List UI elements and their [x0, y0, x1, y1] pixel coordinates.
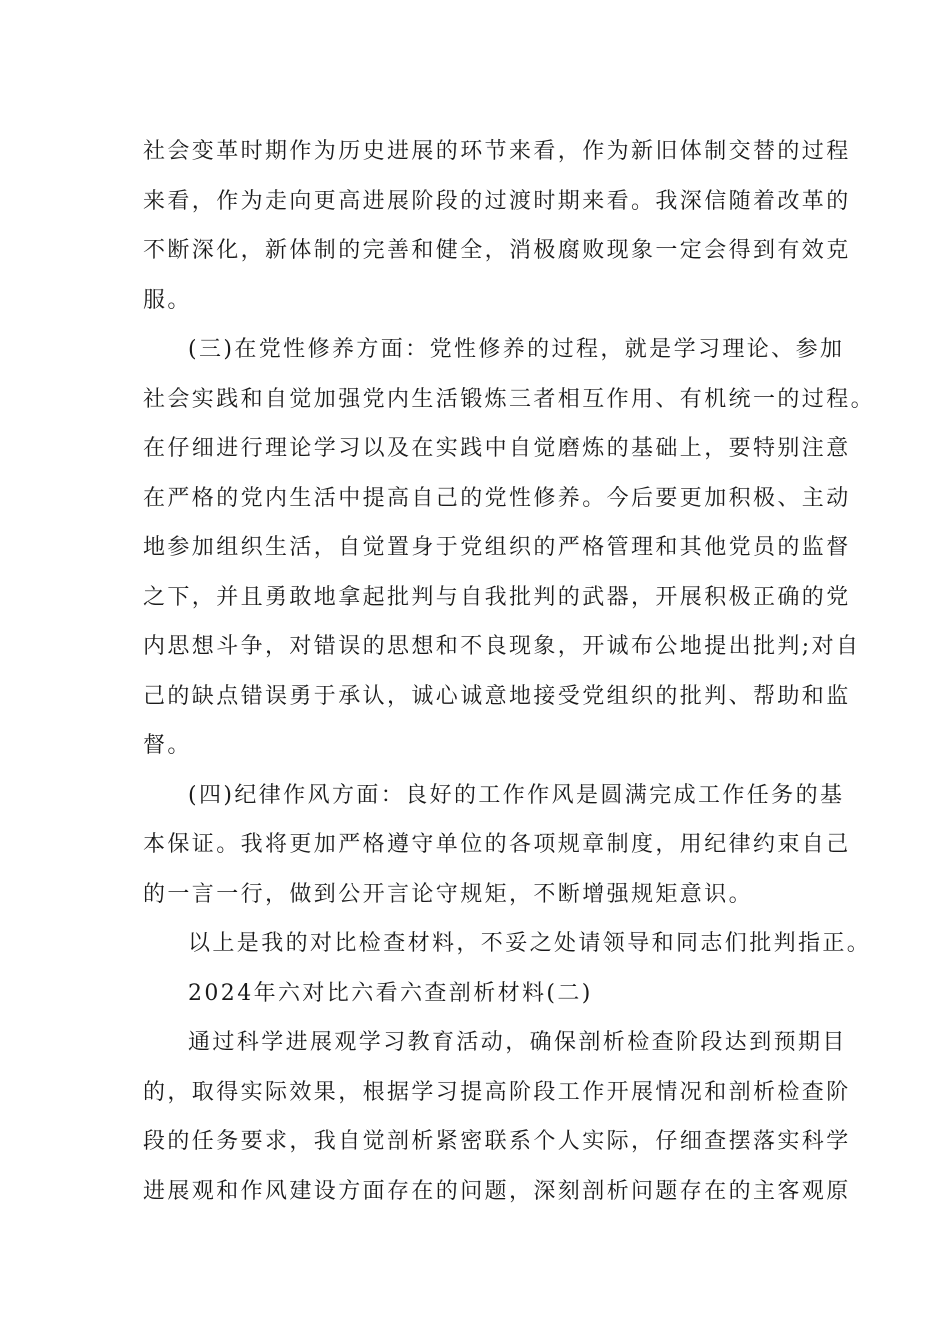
text-line: 己的缺点错误勇于承认，诚心诚意地接受党组织的批判、帮助和监: [143, 683, 851, 709]
text-line: 进展观和作风建设方面存在的问题，深刻剖析问题存在的主客观原: [143, 1178, 851, 1204]
text-line: 社会变革时期作为历史进展的环节来看，作为新旧体制交替的过程: [143, 139, 851, 164]
paragraph-start-line: 以上是我的对比检查材料，不妥之处请领导和同志们批判指正。: [188, 931, 872, 956]
text-line: 不断深化，新体制的完善和健全，消极腐败现象一定会得到有效克: [143, 238, 851, 263]
text-line: 段的任务要求，我自觉剖析紧密联系个人实际，仔细查摆落实科学: [143, 1129, 851, 1154]
text-line: 的一言一行，做到公开言论守规矩，不断增强规矩意识。: [143, 881, 754, 907]
text-line: 社会实践和自觉加强党内生活锻炼三者相互作用、有机统一的过程。: [143, 386, 876, 412]
paragraph-start-line: (三)在党性修养方面：党性修养的过程，就是学习理论、参加: [188, 337, 845, 362]
text-line: 服。: [143, 287, 192, 313]
text-line: 督。: [143, 733, 192, 758]
text-line: 之下，并且勇敢地拿起批判与自我批判的武器，开展积极正确的党: [143, 584, 851, 610]
text-line: 的，取得实际效果，根据学习提高阶段工作开展情况和剖析检查阶: [143, 1079, 851, 1105]
section-title: 2024年六对比六看六查剖析材料(二): [188, 980, 593, 1006]
paragraph-start-line: 通过科学进展观学习教育活动，确保剖析检查阶段达到预期目: [188, 1030, 847, 1055]
text-line: 来看，作为走向更高进展阶段的过渡时期来看。我深信随着改革的: [143, 188, 851, 214]
text-line: 本保证。我将更加严格遵守单位的各项规章制度，用纪律约束自己: [143, 832, 851, 857]
paragraph-start-line: (四)纪律作风方面：良好的工作作风是圆满完成工作任务的基: [188, 782, 845, 808]
text-line: 内思想斗争，对错误的思想和不良现象，开诚布公地提出批判;对自: [143, 634, 861, 659]
text-line: 地参加组织生活，自觉置身于党组织的严格管理和其他党员的监督: [143, 535, 851, 560]
text-line: 在严格的党内生活中提高自己的党性修养。今后要更加积极、主动: [143, 485, 851, 511]
text-line: 在仔细进行理论学习以及在实践中自觉磨炼的基础上，要特别注意: [143, 436, 851, 461]
